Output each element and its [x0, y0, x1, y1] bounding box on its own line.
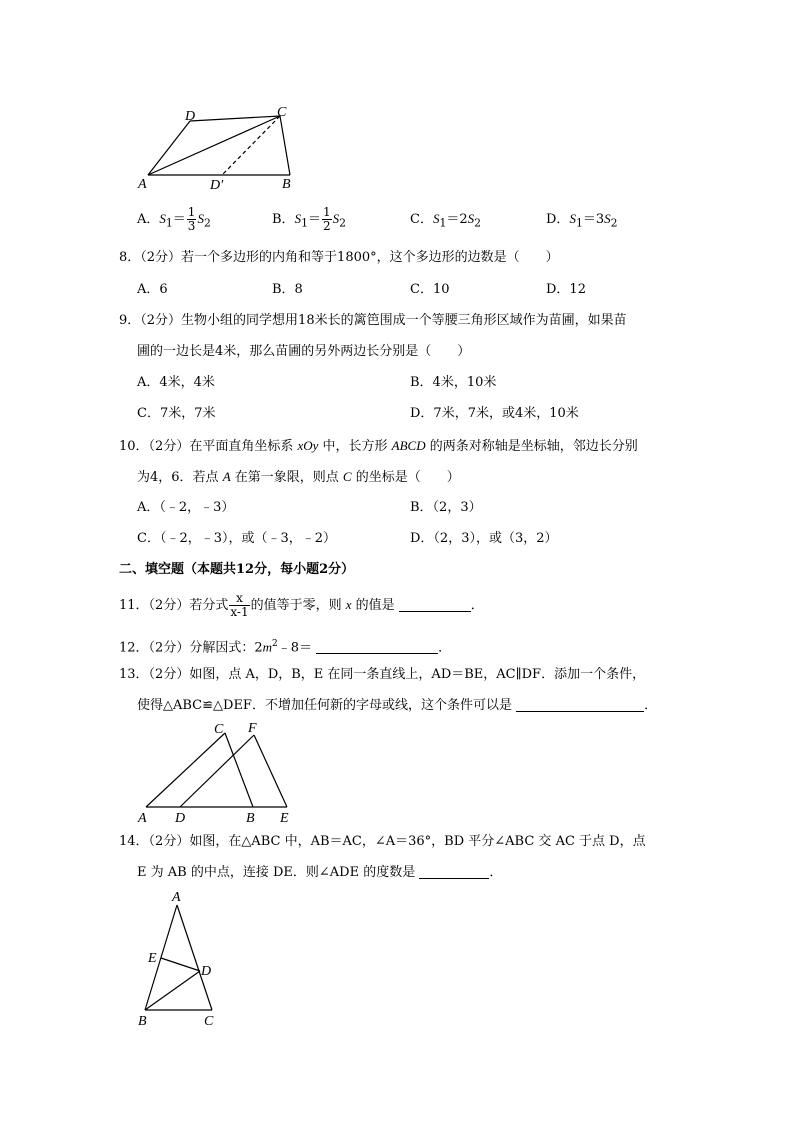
label-D: D — [201, 964, 212, 979]
figure-two-triangles — [130, 715, 305, 825]
question-9-line1: 9．（2分）生物小组的同学想用18米长的篱笆围成一个等腰三角形区域作为苗圃，如果苗 — [119, 313, 627, 328]
question-12: 12．（2分）分解因式：$2m^2﹣8=$ ． — [119, 639, 452, 656]
q9-option-c: C．7米，7米 — [137, 406, 216, 421]
q8-option-d: D．12 — [546, 282, 586, 297]
label-B: B — [246, 811, 255, 825]
label-E: E — [280, 811, 289, 825]
q8-option-c: C．10 — [410, 282, 450, 297]
q9-option-b: B．4米，10米 — [410, 375, 497, 390]
q12-answer-blank[interactable] — [316, 639, 438, 654]
q7-option-c: C．$S_1=2S_2$ — [410, 211, 482, 230]
q9-option-d: D．7米，7米，或4米，10米 — [410, 406, 579, 421]
question-10-line1: 10．（2分）在平面直角坐标系 xOy 中，长方形 ABCD 的两条对称轴是坐标轴，邻边长分别 — [119, 438, 638, 454]
q10-option-c: C．（﹣2，﹣3），或（﹣3，﹣2） — [137, 531, 337, 546]
question-9-line2: 圃的一边长是4米，那么苗圃的另外两边长分别是（ ） — [137, 344, 471, 359]
question-8: 8．（2分）若一个多边形的内角和等于1800°，这个多边形的边数是（ ） — [119, 250, 559, 265]
q10-option-d: D．（2，3），或（3，2） — [410, 531, 558, 546]
question-13-line2: 使得△ABC≌△DEF．不增加任何新的字母或线，这个条件可以是 ． — [137, 698, 658, 713]
label-C: C — [277, 105, 287, 120]
label-D: D — [185, 109, 196, 124]
section-2-heading: 二、填空题（本题共12分，每小题2分） — [119, 562, 355, 577]
label-B: B — [138, 1014, 147, 1029]
label-E: E — [148, 951, 157, 966]
segment-ED — [161, 958, 200, 971]
q13-answer-blank[interactable] — [516, 697, 644, 712]
q14-answer-blank[interactable] — [419, 864, 489, 879]
segment-FE — [254, 735, 287, 807]
segment-AC — [177, 905, 212, 1010]
question-14-line2: E 为 AB 的中点，连接 DE．则∠ADE 的度数是 ． — [137, 865, 503, 880]
label-C: C — [214, 722, 224, 737]
label-C: C — [204, 1014, 214, 1029]
segment-CDprime — [222, 116, 280, 175]
label-A: A — [172, 890, 181, 905]
q7-option-d: D．$S_1=3S_2$ — [546, 211, 618, 230]
q7-option-a: A．$S_1=$ $\frac{1}{3}$ $S_2$ — [137, 205, 211, 233]
segment-AD — [148, 121, 190, 175]
label-B: B — [282, 177, 291, 192]
q7-option-b: B．$S_1=$ $\frac{1}{2}$ $S_2$ — [272, 205, 346, 233]
question-14-line1: 14．（2分）如图，在△ABC 中，AB＝AC，∠A＝36°，BD 平分∠ABC 交 AC 于点 D，点 — [119, 834, 646, 849]
segment-BD — [145, 971, 200, 1010]
segment-CB — [225, 733, 253, 807]
figure-trapezoid — [130, 100, 310, 195]
q8-option-b: B．8 — [272, 282, 303, 297]
segment-CB — [280, 116, 290, 175]
q11-answer-blank[interactable] — [399, 597, 471, 612]
figure-isosceles-triangle — [130, 885, 240, 1035]
segment-AC — [146, 733, 225, 807]
q10-option-b: B．（2，3） — [410, 500, 482, 515]
segment-AC — [148, 116, 280, 175]
q10-option-a: A．（﹣2，﹣3） — [137, 500, 235, 515]
segment-DC — [190, 116, 280, 121]
label-F: F — [248, 721, 257, 736]
label-A: A — [138, 811, 147, 825]
label-Dprime: D′ — [210, 178, 224, 193]
q9-option-a: A．4米，4米 — [137, 375, 215, 390]
question-10-line2: 为4，6．若点 A 在第一象限，则点 C 的坐标是（ ） — [137, 469, 460, 485]
segment-DF — [180, 735, 254, 807]
label-D: D — [175, 811, 186, 825]
label-A: A — [138, 177, 147, 192]
question-13-line1: 13．（2分）如图，点 A，D，B，E 在同一条直线上，AD＝BE，AC∥DF．添加一个条件， — [119, 667, 646, 682]
question-11: 11．（2分）若分式 $\frac{x}{x-1}$ 的值等于零，则 x 的值是 ． — [119, 591, 484, 619]
q8-option-a: A．6 — [137, 282, 168, 297]
